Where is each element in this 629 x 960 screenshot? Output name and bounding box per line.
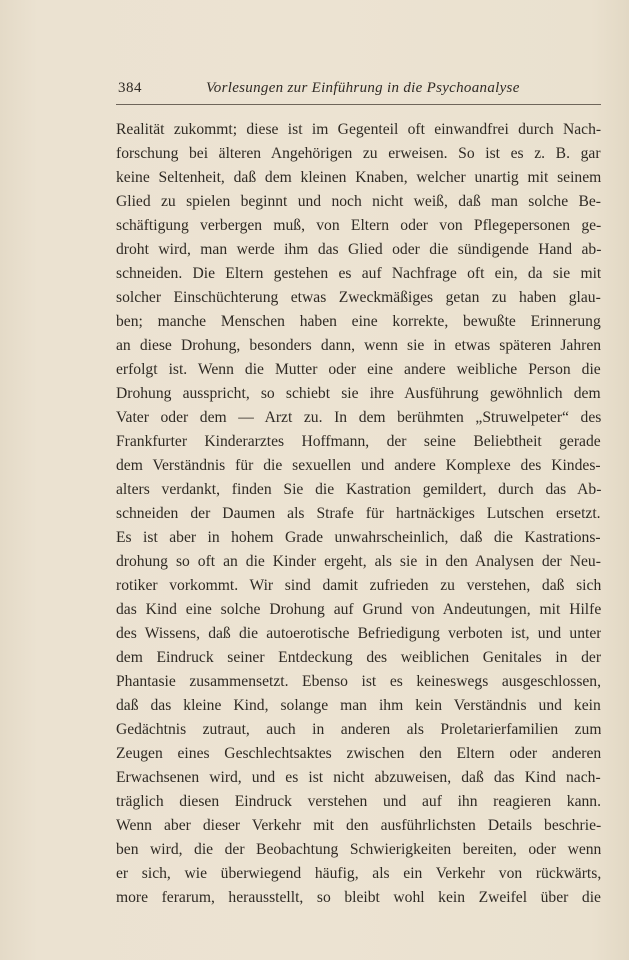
text-line: Vater oder dem — Arzt zu. In dem berühmten „Struwelpeter“ des: [116, 409, 601, 426]
page-header: [118, 80, 600, 104]
text-line: droht wird, man werde ihm das Glied oder die sündigende Hand ab-: [116, 241, 601, 258]
text-line: more ferarum, herausstellt, so bleibt wohl kein Zweifel über die: [116, 889, 601, 906]
text-line: Es ist aber in hohem Grade unwahrscheinlich, daß die Kastrations-: [116, 529, 601, 546]
text-line: ben; manche Menschen haben eine korrekte, bewußte Erinnerung: [116, 313, 601, 330]
body-text: [116, 118, 601, 910]
text-line: rotiker vorkommt. Wir sind damit zufrieden zu verstehen, daß sich: [116, 577, 601, 594]
text-line: er sich, wie überwiegend häufig, als ein Verkehr von rückwärts,: [116, 865, 601, 882]
text-line: alters verdankt, finden Sie die Kastration gemildert, durch das Ab-: [116, 481, 601, 498]
text-line: Realität zukommt; diese ist im Gegenteil oft einwandfrei durch Nach-: [116, 121, 601, 138]
text-line: daß das kleine Kind, solange man ihm kein Verständnis und kein: [116, 697, 601, 714]
text-line: erfolgt ist. Wenn die Mutter oder eine andere weibliche Person die: [116, 361, 601, 378]
page-number: 384: [118, 80, 142, 96]
header-rule: [116, 104, 601, 105]
text-line: ben wird, die der Beobachtung Schwierigkeiten bereiten, oder wenn: [116, 841, 601, 858]
text-line: schneiden. Die Eltern gestehen es auf Nachfrage oft ein, da sie mit: [116, 265, 601, 282]
text-line: schäftigung verbergen muß, von Eltern oder von Pflegepersonen ge-: [116, 217, 601, 234]
text-line: des Wissens, daß die autoerotische Befriedigung verboten ist, und unter: [116, 625, 601, 642]
text-line: an diese Drohung, besonders dann, wenn sie in etwas späteren Jahren: [116, 337, 601, 354]
text-line: Phantasie zusammensetzt. Ebenso ist es keineswegs ausgeschlossen,: [116, 673, 601, 690]
text-line: forschung bei älteren Angehörigen zu erweisen. So ist es z. B. gar: [116, 145, 601, 162]
text-line: Glied zu spielen beginnt und noch nicht weiß, daß man solche Be-: [116, 193, 601, 210]
text-line: das Kind eine solche Drohung auf Grund von Andeutungen, mit Hilfe: [116, 601, 601, 618]
text-line: Zeugen eines Geschlechtsaktes zwischen den Eltern oder anderen: [116, 745, 601, 762]
text-line: Wenn aber dieser Verkehr mit den ausführlichsten Details beschrie-: [116, 817, 601, 834]
text-line: keine Seltenheit, daß dem kleinen Knaben, welcher unartig mit seinem: [116, 169, 601, 186]
text-line: träglich diesen Eindruck verstehen und auf ihn reagieren kann.: [116, 793, 601, 810]
text-line: schneiden der Daumen als Strafe für hartnäckiges Lutschen ersetzt.: [116, 505, 601, 522]
text-line: Drohung ausspricht, so schiebt sie ihre Ausführung gewöhnlich dem: [116, 385, 601, 402]
text-line: Erwachsenen wird, und es ist nicht abzuweisen, daß das Kind nach-: [116, 769, 601, 786]
text-line: solcher Einschüchterung etwas Zweckmäßiges getan zu haben glau-: [116, 289, 601, 306]
text-line: Gedächtnis zutraut, auch in anderen als Proletarierfamilien zum: [116, 721, 601, 738]
running-title: Vorlesungen zur Einführung in die Psychoanalyse: [206, 80, 520, 96]
text-line: Frankfurter Kinderarztes Hoffmann, der seine Beliebtheit gerade: [116, 433, 601, 450]
text-line: drohung so oft an die Kinder ergeht, als sie in den Analysen der Neu-: [116, 553, 601, 570]
text-line: dem Verständnis für die sexuellen und andere Komplexe des Kindes-: [116, 457, 601, 474]
text-line: dem Eindruck seiner Entdeckung des weiblichen Genitales in der: [116, 649, 601, 666]
